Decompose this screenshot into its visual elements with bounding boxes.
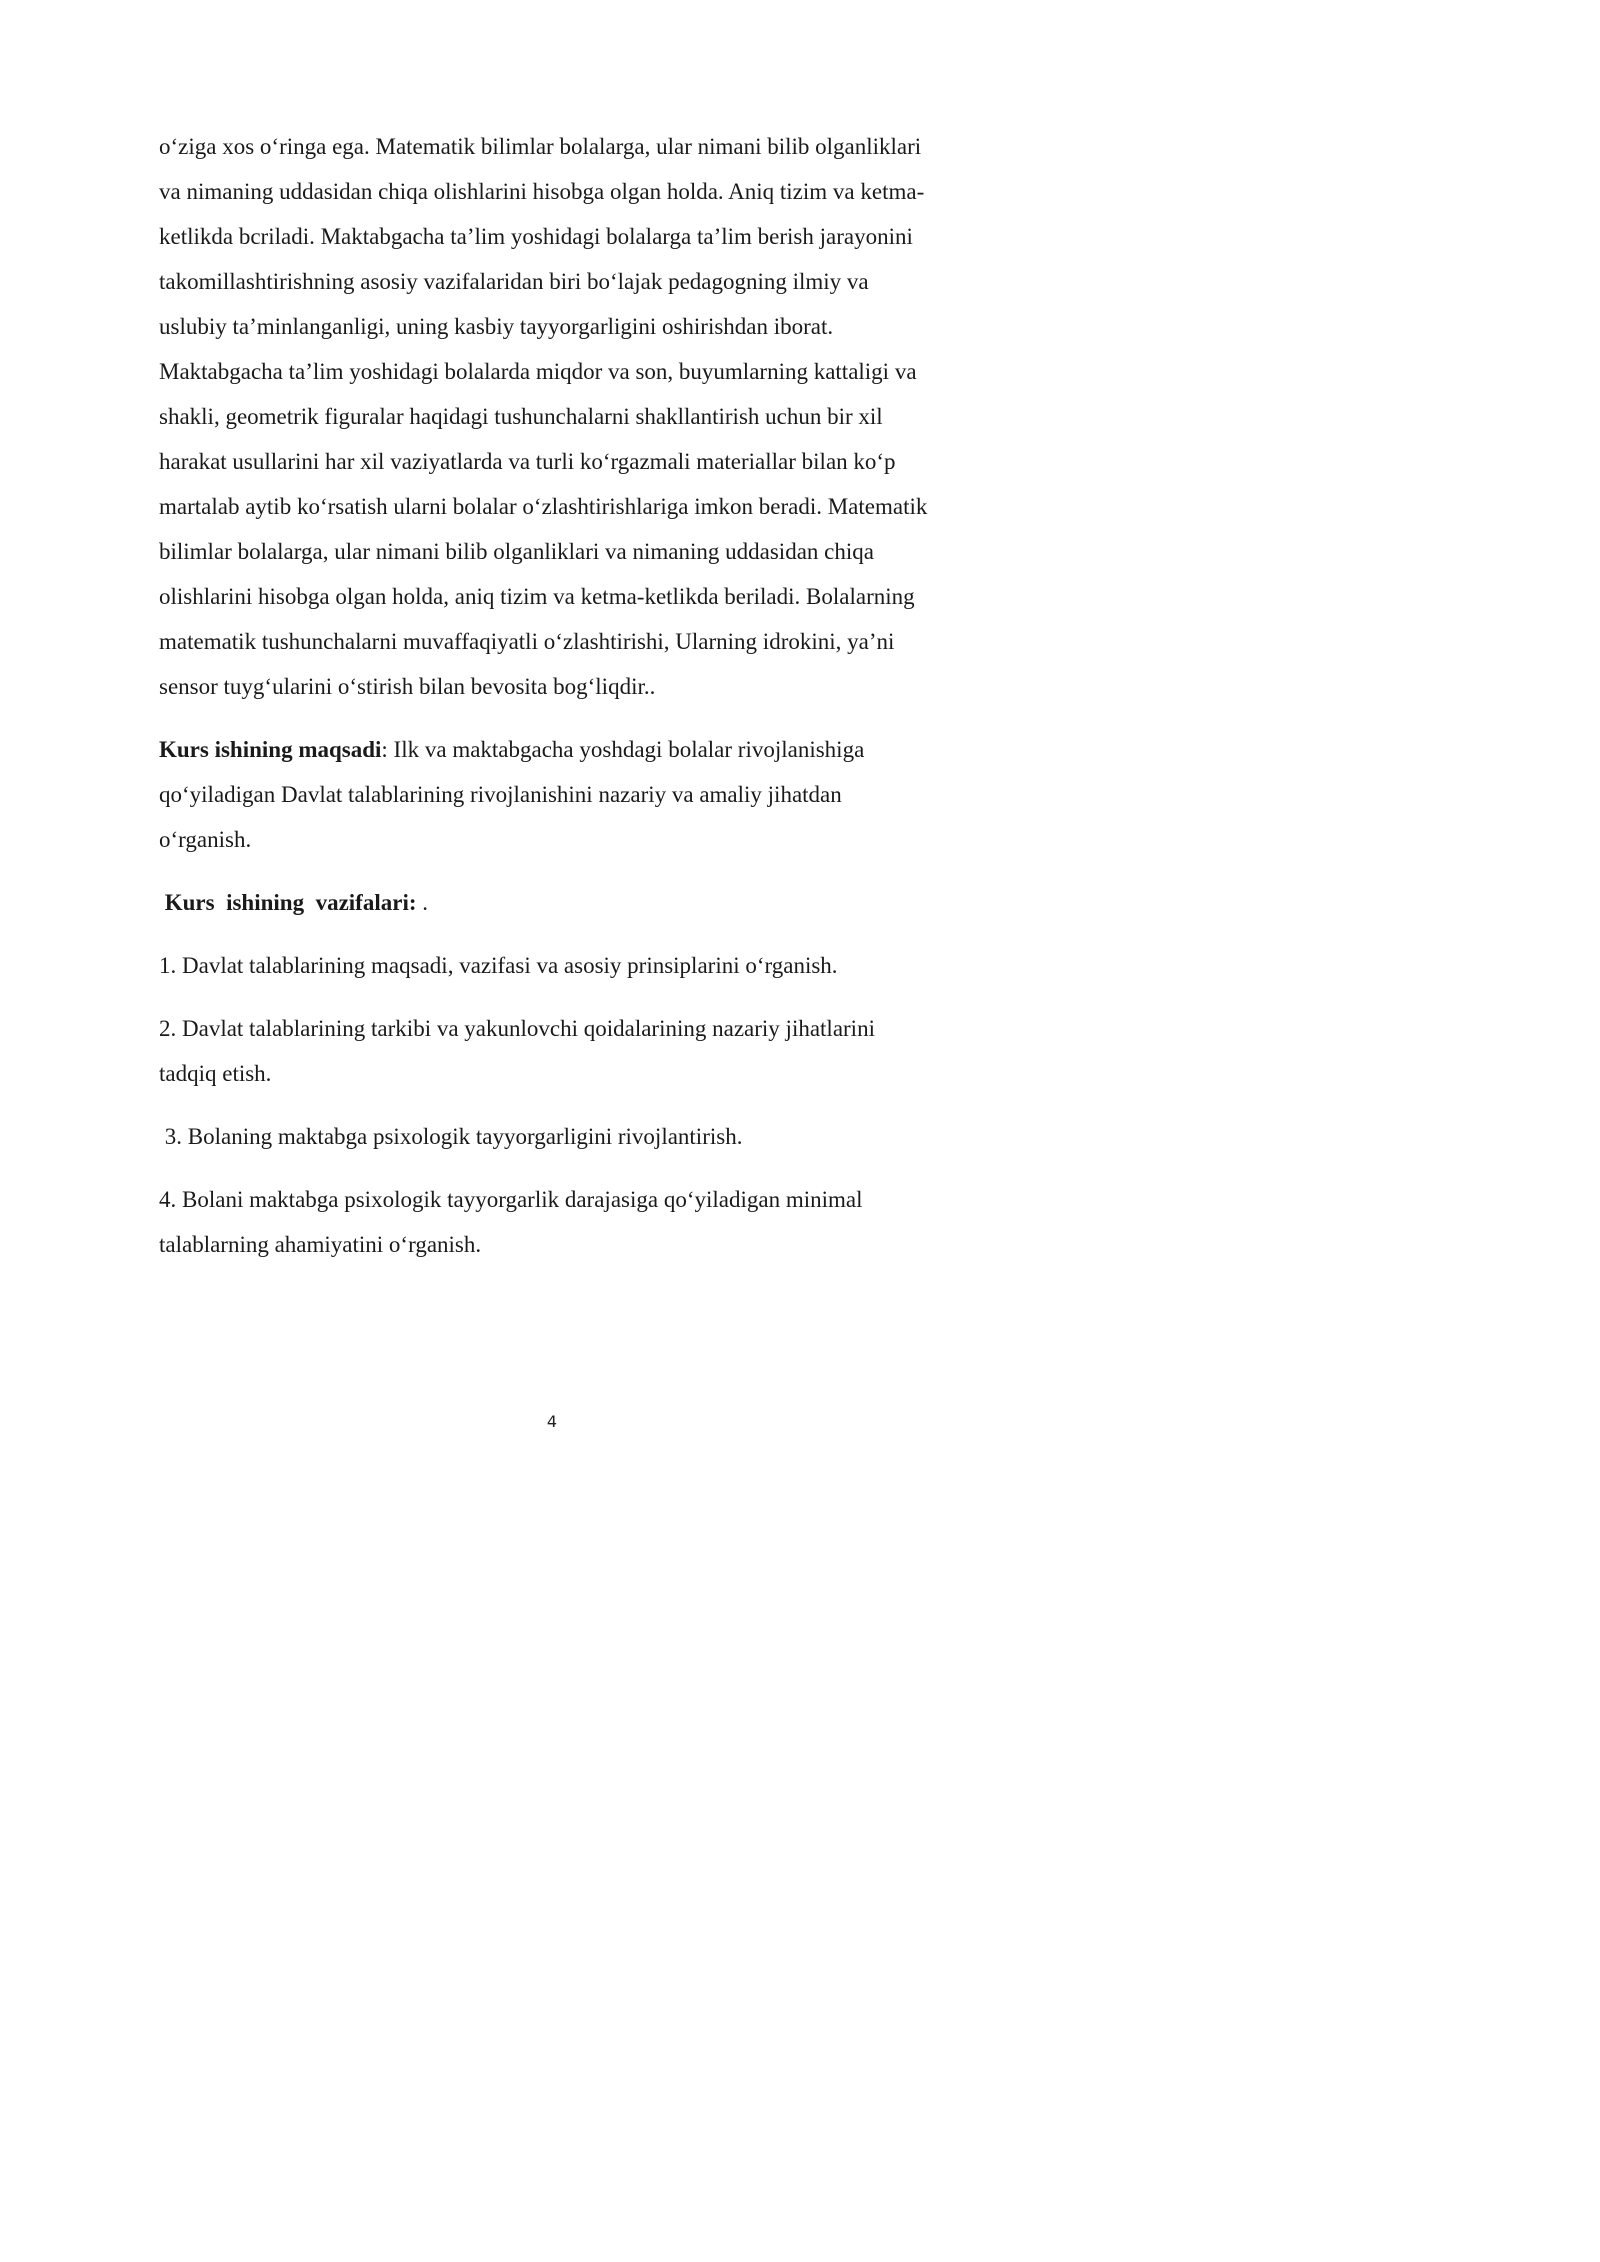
list-item-line: tadqiq etish. — [159, 1061, 272, 1086]
paragraph-spacer — [159, 1159, 1039, 1177]
task-item-2 — [159, 1006, 1039, 1096]
tasks-label: Kurs ishining vazifalari: — [159, 890, 417, 915]
goal-text: : Ilk va maktabgacha yoshdagi bolalar rivojlanishiga — [381, 737, 865, 762]
paragraph-line: ketlikda bcriladi. Maktabgacha ta’lim yoshidagi bolalarga ta’lim berish jarayonini — [159, 224, 913, 249]
paragraph-line: matematik tushunchalarni muvaffaqiyatli o‘zlashtirishi, Ularning idrokini, ya’ni — [159, 629, 895, 654]
paragraph-line: o‘rganish. — [159, 827, 252, 852]
paragraph-line: o‘ziga xos o‘ringa ega. Matematik bilimlar bolalarga, ular nimani bilib olganliklari — [159, 134, 922, 159]
list-item-line: 3. Bolaning maktabga psixologik tayyorgarligini rivojlantirish. — [159, 1124, 743, 1149]
paragraph-line: Maktabgacha ta’lim yoshidagi bolalarda miqdor va son, buyumlarning kattaligi va — [159, 359, 917, 384]
task-item-4 — [159, 1177, 1039, 1267]
goal-paragraph — [159, 727, 1039, 862]
tasks-heading — [159, 880, 1039, 925]
paragraph-line: harakat usullarini har xil vaziyatlarda va turli ko‘rgazmali materiallar bilan ko‘p — [159, 449, 896, 474]
tasks-heading-line — [159, 880, 1039, 925]
paragraph-line: takomillashtirishning asosiy vazifalaridan biri bo‘lajak pedagogning ilmiy va — [159, 269, 869, 294]
paragraph-spacer — [159, 862, 1039, 880]
page-number: 4 — [546, 1412, 558, 1431]
paragraph-spacer — [159, 1096, 1039, 1114]
paragraph-spacer — [159, 925, 1039, 943]
document-page — [0, 0, 1104, 1561]
paragraph-line: qo‘yiladigan Davlat talablarining rivojlanishini nazariy va amaliy jihatdan — [159, 782, 842, 807]
goal-label: Kurs ishining maqsadi — [159, 737, 382, 762]
paragraph-line: uslubiy ta’minlanganligi, uning kasbiy tayyorgarligini oshirishdan iborat. — [159, 314, 834, 339]
paragraph-line: va nimaning uddasidan chiqa olishlarini hisobga olgan holda. Aniq tizim va ketma- — [159, 179, 925, 204]
goal-first-line — [159, 727, 1039, 772]
list-item-line: 2. Davlat talablarining tarkibi va yakunlovchi qoidalarining nazariy jihatlarini — [159, 1016, 875, 1041]
tasks-suffix: . — [416, 890, 428, 915]
paragraph-line: sensor tuyg‘ularini o‘stirish bilan bevosita bog‘liqdir.. — [159, 674, 656, 699]
paragraph-line: olishlarini hisobga olgan holda, aniq tizim va ketma-ketlikda beriladi. Bolalarning — [159, 584, 915, 609]
list-item-line: talablarning ahamiyatini o‘rganish. — [159, 1232, 482, 1257]
paragraph-spacer — [159, 988, 1039, 1006]
paragraph-line: bilimlar bolalarga, ular nimani bilib olganliklari va nimaning uddasidan chiqa — [159, 539, 874, 564]
list-item-line: 4. Bolani maktabga psixologik tayyorgarlik darajasiga qo‘yiladigan minimal — [159, 1187, 863, 1212]
list-item-line: 1. Davlat talablarining maqsadi, vazifasi va asosiy prinsiplarini o‘rganish. — [159, 953, 838, 978]
paragraph-line: martalab aytib ko‘rsatish ularni bolalar o‘zlashtirishlariga imkon beradi. Matematik — [159, 494, 928, 519]
intro-paragraph — [159, 124, 1039, 709]
task-item-3 — [159, 1114, 1039, 1159]
paragraph-line: shakli, geometrik figuralar haqidagi tushunchalarni shakllantirish uchun bir xil — [159, 404, 883, 429]
task-item-1 — [159, 943, 1039, 988]
paragraph-spacer — [159, 709, 1039, 727]
page-body — [159, 124, 1039, 1267]
